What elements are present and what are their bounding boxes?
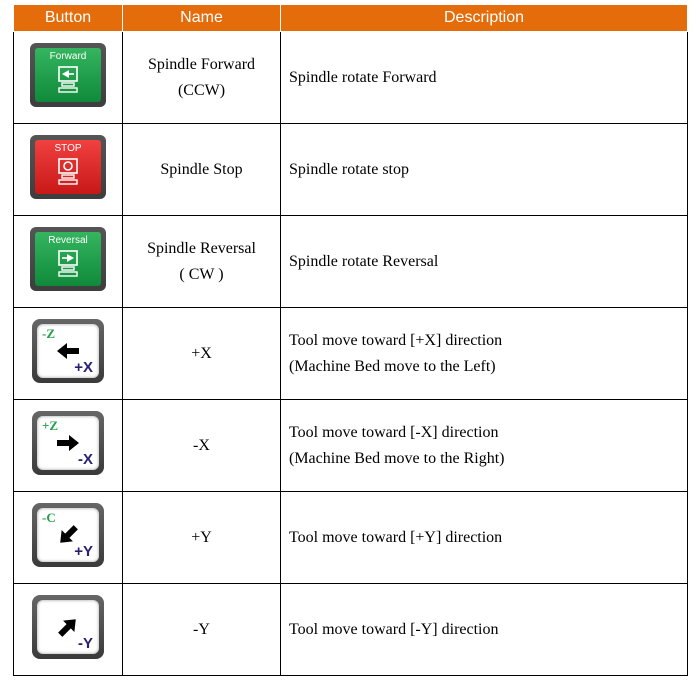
description-line: (Machine Bed move to the Left) — [289, 357, 496, 375]
name-line: -X — [193, 436, 210, 454]
description-cell — [281, 584, 688, 676]
spindle-key — [30, 227, 106, 291]
name-line: -Y — [193, 620, 210, 638]
jog-key-bottom-label: -Y — [78, 635, 93, 652]
button-cell — [14, 584, 123, 676]
spindle-key-label: STOP — [54, 143, 82, 154]
description-line: Tool move toward [+Y] direction — [289, 528, 503, 546]
button-cell — [14, 492, 123, 584]
table-row — [14, 492, 688, 584]
description-line: Tool move toward [+X] direction — [289, 331, 503, 349]
button-cell — [14, 216, 123, 308]
name-cell — [123, 308, 281, 400]
name-line: Spindle Forward — [147, 55, 256, 73]
jog-key-bottom-label: -X — [78, 451, 93, 468]
spindle-key — [30, 135, 106, 199]
description-line: Spindle rotate stop — [289, 160, 409, 178]
jog-key — [32, 595, 104, 659]
spindle-key-label: Reversal — [48, 235, 88, 246]
spindle-key-label: Forward — [49, 51, 87, 62]
table-row — [14, 584, 688, 676]
name-line: Spindle Stop — [160, 160, 243, 178]
name-line: ( CW ) — [179, 265, 224, 283]
description-line: Spindle rotate Reversal — [289, 252, 439, 270]
jog-key-bottom-label: +X — [74, 359, 93, 376]
table-row — [14, 216, 688, 308]
jog-key-top-label: +Z — [42, 418, 59, 433]
description-cell — [281, 124, 688, 216]
name-cell — [123, 584, 281, 676]
table-header-row — [14, 5, 688, 32]
table-row — [14, 124, 688, 216]
spindle-forward-icon — [56, 65, 80, 95]
name-cell — [123, 32, 281, 124]
header-name: Name — [123, 5, 281, 32]
name-line: Spindle Reversal — [147, 239, 256, 257]
name-cell — [123, 216, 281, 308]
description-cell — [281, 400, 688, 492]
button-cell — [14, 400, 123, 492]
jog-key — [32, 319, 104, 383]
table-row — [14, 32, 688, 124]
jog-key-top-label: -C — [42, 510, 56, 525]
name-line: +Y — [191, 528, 212, 546]
header-button: Button — [14, 5, 123, 32]
name-cell — [123, 400, 281, 492]
jog-key — [32, 503, 104, 567]
jog-key — [32, 411, 104, 475]
jog-key-top-label: -Z — [42, 326, 55, 341]
description-line: Spindle rotate Forward — [289, 68, 437, 86]
description-line: (Machine Bed move to the Right) — [289, 449, 505, 467]
arrow-right-icon — [55, 433, 81, 453]
arrow-down-left-icon — [55, 525, 81, 545]
table-row — [14, 308, 688, 400]
jog-key-bottom-label: +Y — [74, 543, 93, 560]
spindle-stop-icon — [56, 157, 80, 187]
description-cell — [281, 32, 688, 124]
spindle-key — [30, 43, 106, 107]
name-line: +X — [191, 344, 212, 362]
button-cell — [14, 32, 123, 124]
table-row — [14, 400, 688, 492]
header-description: Description — [281, 5, 688, 32]
arrow-left-icon — [55, 341, 81, 361]
spindle-reversal-icon — [56, 249, 80, 279]
name-cell — [123, 124, 281, 216]
description-cell — [281, 308, 688, 400]
description-cell — [281, 492, 688, 584]
description-line: Tool move toward [-X] direction — [289, 423, 499, 441]
button-cell — [14, 124, 123, 216]
name-line: (CCW) — [177, 81, 226, 99]
button-reference-table — [13, 4, 688, 676]
description-cell — [281, 216, 688, 308]
arrow-up-right-icon — [55, 617, 81, 637]
name-cell — [123, 492, 281, 584]
description-line: Tool move toward [-Y] direction — [289, 620, 499, 638]
button-cell — [14, 308, 123, 400]
